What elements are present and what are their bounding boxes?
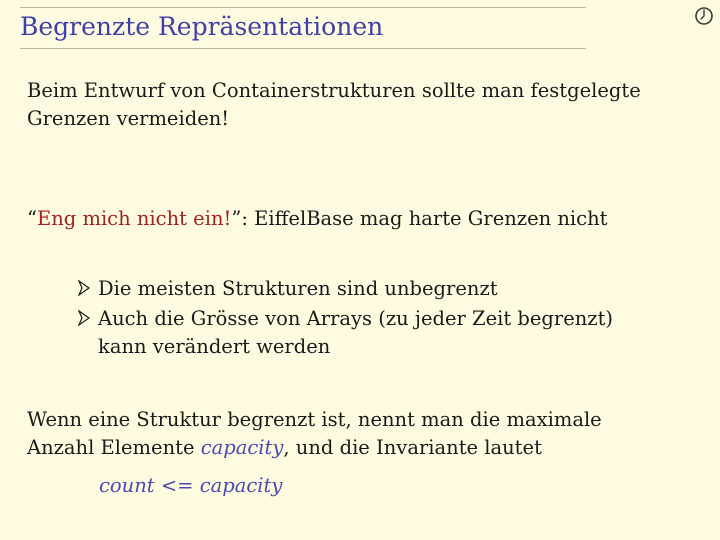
bullet-line: kann verändert werden bbox=[98, 335, 331, 358]
intro-line-1: Beim Entwurf von Containerstrukturen sollte man festgelegte bbox=[27, 79, 641, 102]
capacity-line-2-after: , und die Invariante lautet bbox=[283, 436, 542, 459]
bullet-line: Die meisten Strukturen sind unbegrenzt bbox=[98, 277, 498, 300]
title-rule-top bbox=[20, 7, 586, 8]
bullet-item bbox=[27, 305, 613, 361]
bullet-item bbox=[27, 275, 613, 303]
intro-paragraph bbox=[27, 77, 641, 133]
quote-close-mark: ” bbox=[231, 207, 242, 230]
quote-rest: : EiffelBase mag harte Grenzen nicht bbox=[241, 207, 608, 230]
bullet-list bbox=[27, 275, 613, 363]
capacity-line-2 bbox=[27, 434, 602, 462]
bullet-line: Auch die Grösse von Arrays (zu jeder Zeit begrenzt) bbox=[98, 307, 614, 330]
clock-logo-icon bbox=[693, 5, 715, 27]
capacity-line-1: Wenn eine Struktur begrenzt ist, nennt man die maximale bbox=[27, 408, 602, 431]
title-rule-bottom bbox=[20, 48, 586, 49]
capacity-paragraph bbox=[27, 406, 602, 462]
quote-paragraph bbox=[27, 205, 607, 233]
invariant-formula: count <= capacity bbox=[99, 474, 283, 497]
quote-text: Eng mich nicht ein! bbox=[36, 207, 232, 230]
slide-title: Begrenzte Repräsentationen bbox=[20, 12, 384, 41]
intro-line-2: Grenzen vermeiden! bbox=[27, 107, 230, 130]
arrowhead-bullet-icon bbox=[78, 279, 90, 297]
quote-open-mark: “ bbox=[27, 207, 37, 230]
capacity-line-2-before: Anzahl Elemente bbox=[27, 436, 201, 459]
capacity-term: capacity bbox=[200, 436, 284, 459]
arrowhead-bullet-icon bbox=[78, 309, 90, 327]
